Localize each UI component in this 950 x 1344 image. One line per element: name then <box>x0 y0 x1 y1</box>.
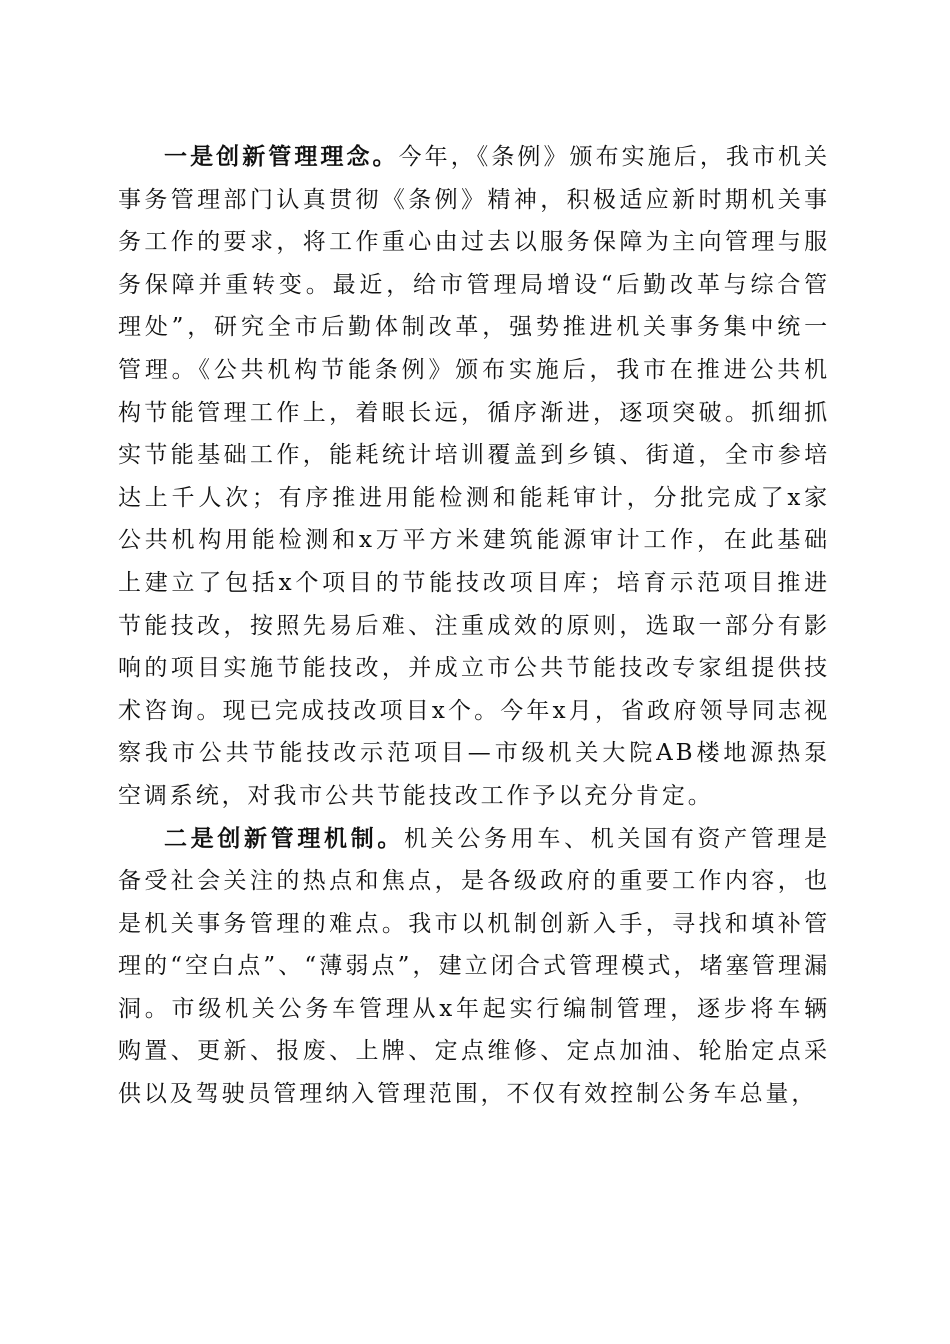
paragraph-lead: 一是创新管理理念。 <box>164 143 399 170</box>
paragraph-management-concept <box>118 136 830 818</box>
document-body <box>118 136 830 1116</box>
paragraph-management-mechanism <box>118 818 830 1116</box>
paragraph-text: 今年，《条例》颁布实施后，我市机关事务管理部门认真贯彻《条例》精神，积极适应新时期机关事务工作的要求，将工作重心由过去以服务保障为主向管理与服务保障并重转变。最近，给市管理局增设“后勤改革与综合管理处”，研究全市后勤体制改革，强势推进机关事务集中统一管理。《公共机构节能条例》颁布实施后，我市在推进公共机构节能管理工作上，着眼长远，循序渐进，逐项突破。抓细抓实节能基础工作，能耗统计培训覆盖到乡镇、街道，全市参培达上千人次；有序推进用能检测和能耗审计，分批完成了x家公共机构用能检测和x万平方米建筑能源审计工作，在此基础上建立了包括x个项目的节能技改项目库；培育示范项目推进节能技改，按照先易后难、注重成效的原则，选取一部分有影响的项目实施节能技改，并成立市公共节能技改专家组提供技术咨询。现已完成技改项目x个。今年x月，省政府领导同志视察我市公共节能技改示范项目—市级机关大院AB楼地源热泵空调系统，对我市公共节能技改工作予以充分肯定。 <box>118 144 830 809</box>
paragraph-lead: 二是创新管理机制。 <box>164 824 405 852</box>
paragraph-text: 机关公务用车、机关国有资产管理是备受社会关注的热点和焦点，是各级政府的重要工作内容，也是机关事务管理的难点。我市以机制创新入手，寻找和填补管理的“空白点”、“薄弱点”，建立闭合式管理模式，堵塞管理漏洞。市级机关公务车管理从x年起实行编制管理，逐步将车辆购置、更新、报废、上牌、定点维修、定点加油、轮胎定点采供以及驾驶员管理纳入管理范围，不仅有效控制公务车总量， <box>118 825 830 1108</box>
